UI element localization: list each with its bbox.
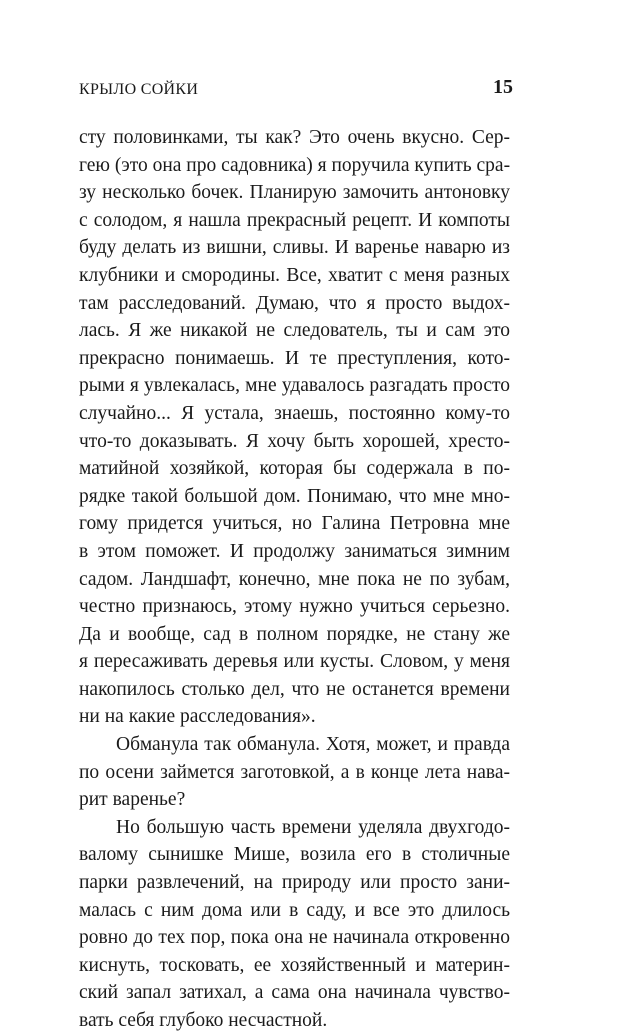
- text-line: Но большую часть времени уделяла двухгодо-: [116, 816, 510, 838]
- running-title: КРЫЛО СОЙКИ: [79, 81, 199, 98]
- text-line: там расследований. Думаю, что я просто выдох-: [79, 292, 510, 314]
- text-line: матийной хозяйкой, которая бы содержала в по-: [79, 458, 510, 480]
- text-line: рыми я увлекалась, мне удавалось разгадать просто: [79, 375, 510, 397]
- body-text: [79, 124, 510, 1035]
- text-line: зу несколько бочек. Планирую замочить антоновку: [79, 182, 510, 204]
- text-line: малась с ним дома или в саду, и все это длилось: [79, 899, 510, 921]
- paragraph: [79, 124, 510, 731]
- paragraph: [79, 731, 510, 814]
- text-line: прекрасно понимаешь. И те преступления, кото-: [79, 347, 510, 369]
- text-line: рит варенье?: [79, 789, 186, 811]
- text-line: гею (это она про садовника) я поручила купить сра-: [79, 154, 510, 176]
- text-line: сту половинками, ты как? Это очень вкусно. Сер-: [79, 127, 510, 148]
- paragraph: [79, 814, 510, 1035]
- text-line: Обманула так обманула. Хотя, может, и правда: [116, 734, 510, 756]
- text-line: честно признаюсь, этому нужно учиться серьезно.: [79, 596, 510, 618]
- text-line: ни на какие расследования».: [79, 706, 316, 728]
- text-line: ровно до тех пор, пока она не начинала откровенно: [79, 927, 510, 949]
- text-line: киснуть, тосковать, ее хозяйственный и материн-: [79, 954, 510, 976]
- text-line: накопилось столько дел, что не останется времени: [79, 678, 510, 700]
- text-line: лась. Я же никакой не следователь, ты и сам это: [79, 320, 510, 342]
- text-line: валому сынишке Мише, возила его в столичные: [79, 844, 510, 866]
- text-line: что-то доказывать. Я хочу быть хорошей, хресто-: [79, 430, 510, 452]
- text-line: клубники и смородины. Все, хватит с меня разных: [79, 264, 510, 286]
- text-line: рядке такой большой дом. Понимаю, что мне мно-: [79, 485, 510, 507]
- text-line: парки развлечений, на природу или просто зани-: [79, 872, 510, 894]
- text-line: гому придется учиться, но Галина Петровна мне: [79, 513, 510, 535]
- text-line: с солодом, я нашла прекрасный рецепт. И компоты: [79, 209, 510, 231]
- text-line: по осени займется заготовкой, а в конце лета нава-: [79, 761, 510, 783]
- page-number: 15: [493, 76, 513, 98]
- text-line: Да и вообще, сад в полном порядке, не стану же: [79, 623, 510, 645]
- text-line: садом. Ландшафт, конечно, мне пока не по зубам,: [79, 568, 510, 590]
- text-line: в этом поможет. И продолжу заниматься зимним: [79, 540, 510, 562]
- text-line: ский запал затихал, а сама она начинала чувство-: [79, 982, 510, 1004]
- text-line: случайно... Я устала, знаешь, постоянно кому-то: [79, 402, 510, 424]
- text-line: буду делать из вишни, сливы. И варенье наварю из: [79, 237, 510, 259]
- text-line: я пересаживать деревья или кусты. Словом, у меня: [79, 651, 510, 673]
- text-line: вать себя глубоко несчастной.: [79, 1010, 328, 1031]
